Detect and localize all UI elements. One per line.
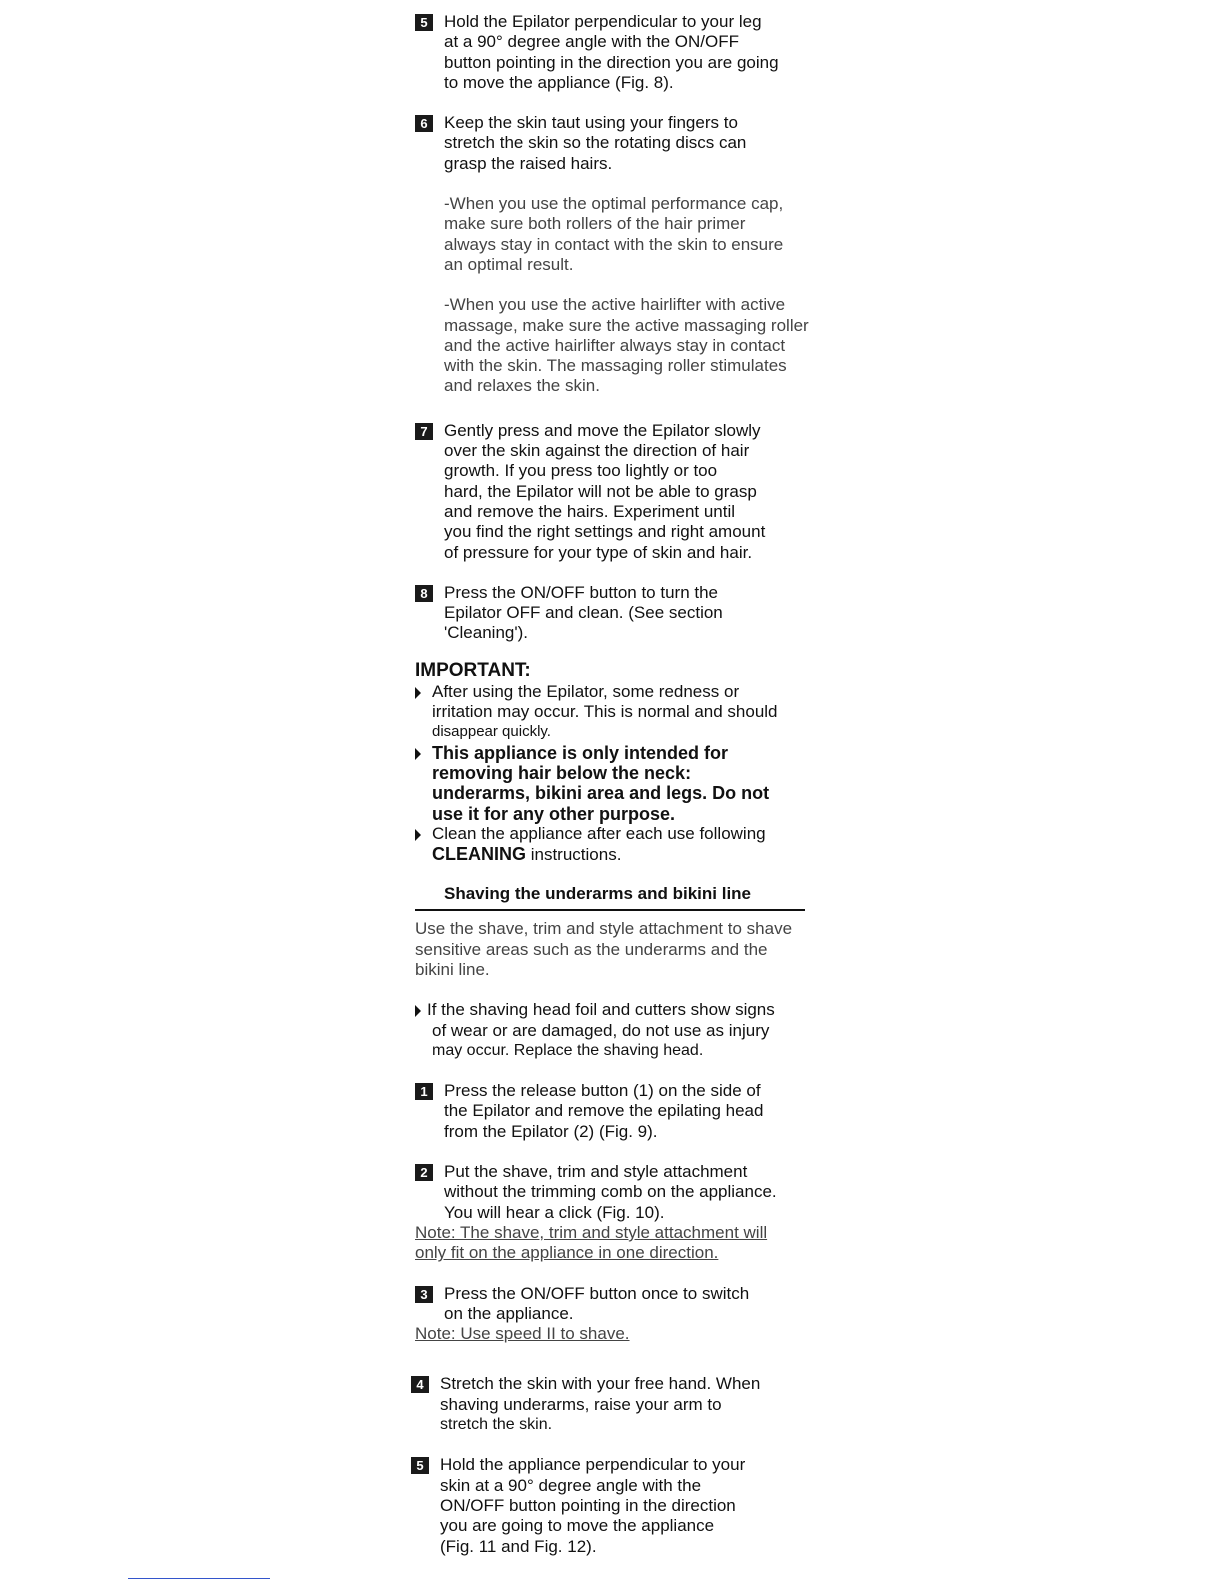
bullet-icon <box>415 829 421 841</box>
step-text-line: hard, the Epilator will not be able to grasp <box>444 481 757 501</box>
bullet-line <box>415 844 805 865</box>
step-text-line: stretch the skin so the rotating discs can <box>444 133 747 153</box>
step-text-line: and remove the hairs. Experiment until <box>444 501 736 521</box>
step-text-line: Press the ON/OFF button to turn the <box>444 582 719 602</box>
step-text-line: skin at a 90° degree angle with the <box>440 1475 702 1495</box>
bullet-line: Clean the appliance after each use following <box>432 823 766 843</box>
step-text-line: from the Epilator (2) (Fig. 9). <box>444 1121 658 1141</box>
step-number-badge: 7 <box>415 423 433 440</box>
manual-column <box>415 12 809 1557</box>
shaving-step-4 <box>415 1374 805 1435</box>
step-text-line: Gently press and move the Epilator slowly <box>444 420 761 440</box>
cleaning-keyword: CLEANING <box>432 844 526 865</box>
step-text-line: of pressure for your type of skin and hair. <box>444 542 753 562</box>
tip-line: make sure both rollers of the hair primer <box>444 214 746 234</box>
step-text-line: Hold the appliance perpendicular to your <box>440 1455 746 1475</box>
tip-line: with the skin. The massaging roller stimulates <box>444 356 787 376</box>
shaving-intro <box>415 919 805 980</box>
shaving-step-5 <box>415 1455 805 1556</box>
step-number-badge: 2 <box>415 1164 433 1181</box>
step-7 <box>415 421 805 563</box>
step-text-line: button pointing in the direction you are going <box>444 52 779 72</box>
note-line: only fit on the appliance in one direction. <box>415 1243 719 1263</box>
bullet-line: After using the Epilator, some redness or <box>432 681 740 701</box>
step-number-badge: 6 <box>415 115 433 132</box>
shaving-step-1 <box>415 1081 805 1142</box>
warning-line: If the shaving head foil and cutters show signs <box>427 1000 775 1020</box>
bullet-line: This appliance is only intended for <box>432 742 729 763</box>
step-text-line: at a 90° degree angle with the ON/OFF <box>444 32 740 52</box>
bullet-line-rest: instructions. <box>526 845 622 865</box>
tip-line: -When you use the active hairlifter with active <box>444 295 786 315</box>
tip-line: an optimal result. <box>444 254 574 274</box>
warning-line: of wear or are damaged, do not use as injury <box>432 1020 770 1040</box>
step-text-line: Press the release button (1) on the side of <box>444 1081 761 1101</box>
step-text-line: Press the ON/OFF button once to switch <box>444 1283 750 1303</box>
step-text-line: You will hear a click (Fig. 10). <box>444 1202 665 1222</box>
section-title-shaving: Shaving the underarms and bikini line <box>415 883 805 911</box>
step-text-line: (Fig. 11 and Fig. 12). <box>440 1536 597 1556</box>
bullet-line: disappear quickly. <box>432 723 551 741</box>
step-text-line: Hold the Epilator perpendicular to your leg <box>444 12 762 31</box>
step-text-line: over the skin against the direction of hair <box>444 441 750 461</box>
tip-line: always stay in contact with the skin to ensure <box>444 234 784 254</box>
tip-line: and the active hairlifter always stay in contact <box>444 335 786 355</box>
step-text-line: the Epilator and remove the epilating head <box>444 1101 764 1121</box>
tip-line: -When you use the optimal performance cap, <box>444 194 784 214</box>
warning-line: may occur. Replace the shaving head. <box>432 1041 704 1059</box>
step-number-badge: 5 <box>411 1457 429 1474</box>
step-8 <box>415 583 805 644</box>
important-heading: IMPORTANT: <box>415 659 531 681</box>
step-6 <box>415 113 805 174</box>
step-number-badge: 1 <box>415 1083 433 1100</box>
bullet-line: use it for any other purpose. <box>432 803 676 824</box>
intro-line: bikini line. <box>415 959 490 979</box>
step-text-line: stretch the skin. <box>440 1416 553 1434</box>
step-number-badge: 5 <box>415 14 433 31</box>
step-text-line: shaving underarms, raise your arm to <box>440 1394 722 1414</box>
important-bullet-3 <box>415 824 805 866</box>
step-number-badge: 8 <box>415 585 433 602</box>
shaving-step-3 <box>415 1284 805 1325</box>
step-number-badge: 4 <box>411 1376 429 1393</box>
step-text-line: growth. If you press too lightly or too <box>444 461 718 481</box>
important-section <box>415 660 805 866</box>
bullet-icon <box>415 1005 421 1017</box>
bullet-icon <box>415 748 421 760</box>
step-6-tip-hairlifter <box>415 295 809 396</box>
important-bullet-1 <box>415 682 805 743</box>
step-text-line: 'Cleaning'). <box>444 623 528 643</box>
step-text-line: on the appliance. <box>444 1303 574 1323</box>
step-text-line: you are going to move the appliance <box>440 1516 715 1536</box>
bullet-line: irritation may occur. This is normal and should <box>432 702 778 722</box>
step-text-line: without the trimming comb on the appliance. <box>444 1182 777 1202</box>
step-text-line: Keep the skin taut using your fingers to <box>444 113 738 133</box>
step-text-line: grasp the raised hairs. <box>444 153 613 173</box>
shaving-step-2 <box>415 1162 805 1223</box>
step-text-line: Put the shave, trim and style attachment <box>444 1162 748 1182</box>
step-6-tip-performance-cap <box>415 194 805 275</box>
bullet-line: underarms, bikini area and legs. Do not <box>432 783 770 804</box>
bullet-line: removing hair below the neck: <box>432 762 692 783</box>
step-5-epilator <box>415 12 805 93</box>
step-text-line: Epilator OFF and clean. (See section <box>444 603 723 623</box>
tip-line: massage, make sure the active massaging roller <box>444 315 809 335</box>
note-direction <box>415 1223 805 1264</box>
tip-line: and relaxes the skin. <box>444 376 600 396</box>
note-speed: Note: Use speed II to shave. <box>415 1324 630 1344</box>
step-text-line: Stretch the skin with your free hand. When <box>440 1374 761 1394</box>
shaving-warning <box>415 1000 805 1061</box>
step-text-line: you find the right settings and right amount <box>444 522 766 542</box>
intro-line: Use the shave, trim and style attachment to shave <box>415 919 793 939</box>
bullet-icon <box>415 687 421 699</box>
note-line: Note: The shave, trim and style attachment will <box>415 1222 768 1242</box>
intro-line: sensitive areas such as the underarms and the <box>415 939 768 959</box>
step-text-line: to move the appliance (Fig. 8). <box>444 72 674 92</box>
step-text-line: ON/OFF button pointing in the direction <box>440 1495 736 1515</box>
footnote-divider <box>128 1578 270 1579</box>
step-number-badge: 3 <box>415 1286 433 1303</box>
important-bullet-2 <box>415 743 805 824</box>
